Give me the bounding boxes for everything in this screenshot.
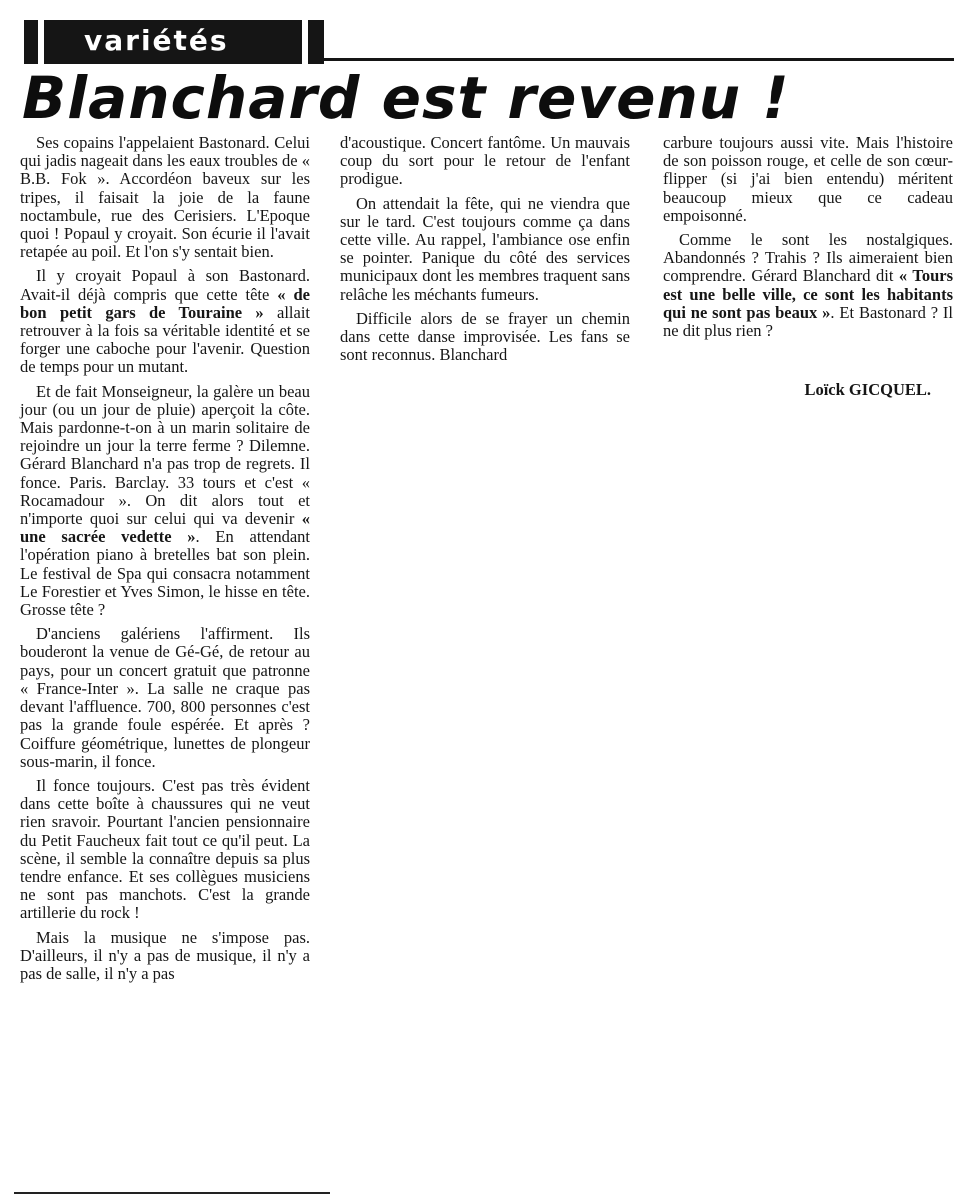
banner-divider-left bbox=[38, 20, 44, 64]
quote-bold: « une sacrée vedette » bbox=[20, 509, 310, 547]
author-signature: Loïck GICQUEL. bbox=[804, 380, 931, 399]
text-run: . Et Bastonard ? Il ne dit plus rien ? bbox=[663, 302, 954, 341]
quote-bold: « de bon petit gars de Touraine » bbox=[20, 284, 311, 322]
text-run: . En attendant l'opération piano à bretelles bat son plein. Le festival de Spa qui consacra notamment Le Forestier et Yves Simon, le hisse en tête. Grosse tête ? bbox=[20, 527, 310, 620]
paragraph: Mais la musique ne s'impose pas. D'ailleurs, il n'y a pas de musique, il n'y a pas de salle, il n'y a pas bbox=[20, 927, 310, 983]
article-column-1 bbox=[20, 134, 310, 989]
paragraph bbox=[20, 267, 310, 376]
article-column-2 bbox=[340, 134, 630, 370]
section-header bbox=[14, 14, 954, 62]
section-banner bbox=[24, 20, 324, 64]
paragraph: Difficile alors de se frayer un chemin dans cette danse improvisée. Les fans se sont reconnus. Blanchard bbox=[340, 308, 630, 365]
bottom-rule bbox=[14, 1192, 330, 1194]
paragraph: D'anciens galériens l'affirment. Ils bouderont la venue de Gé-Gé, de retour au pays, pour un concert gratuit que patronne « France-Inter ». La salle ne craque pas devant l'affluence. 700, 800 personnes c'est pas la grande foule espérée. Et après ? Coiffure géométrique, lunettes de plongeur sous-marin, il fonce. bbox=[20, 624, 310, 771]
paragraph bbox=[20, 383, 310, 620]
article-column-3 bbox=[663, 134, 953, 346]
paragraph: d'acoustique. Concert fantôme. Un mauvais coup du sort pour le retour de l'enfant prodigue. bbox=[340, 133, 630, 189]
text-run: Et de fait Monseigneur, la galère un beau jour (ou un jour de pluie) aperçoit la côte. Mais pardonne-t-on à un marin solitaire de rejoindre un jour la terre ferme ? Dilemne. Gérard Blanchard n'a pas trop de regrets. Il fonce. Paris. Barclay. 33 tours et c'est « Rocamadour ». On dit alors tout et n'importe quoi sur celui qui va devenir bbox=[20, 381, 310, 529]
section-label: variétés bbox=[84, 24, 229, 57]
text-run: allait retrouver à la fois sa véritable identité et se forger une caboche pour l'avenir. Question de temps pour un mutant. bbox=[20, 302, 310, 377]
text-run: Il y croyait Popaul à son Bastonard. Avait-il déjà compris que cette tête bbox=[20, 266, 310, 304]
quote-bold: « Tours est une belle ville, ce sont les habitants qui ne sont pas beaux » bbox=[663, 266, 953, 322]
headline: Blanchard est revenu ! bbox=[22, 64, 790, 132]
paragraph: Ses copains l'appelaient Bastonard. Celui qui jadis nageait dans les eaux troubles de « B.B. Fok ». Accordéon baveux sur les tripes, il faisait la joie de la faune noctambule, rue des Cerisiers. L'Epoque quoi ! Popaul y croyait. Son écurie il l'avait retapée au poil. Et l'on s'y sentait bien. bbox=[20, 133, 310, 262]
paragraph: carbure toujours aussi vite. Mais l'histoire de son poisson rouge, et celle de son cœur-flipper (si j'ai bien entendu) méritent beaucoup mieux que ce cadeau empoisonné. bbox=[663, 133, 953, 225]
paragraph: Il fonce toujours. C'est pas très évident dans cette boîte à chaussures qui ne veut rien sravoir. Pourtant l'ancien pensionnaire du Petit Faucheux fait tout ce qu'il peut. La scène, il semble la connaître depuis sa plus tendre enfance. Et ses collègues musiciens ne sont pas manchots. C'est la grande artillerie du rock ! bbox=[20, 775, 310, 923]
paragraph: On attendait la fête, qui ne viendra que sur le tard. C'est toujours comme ça dans cette ville. Au rappel, l'ambiance ose enfin se pointer. Panique du côté des services municipaux dont les membres traquent sans relâche les méchants fumeurs. bbox=[340, 193, 630, 304]
paragraph bbox=[663, 231, 953, 340]
header-rule bbox=[314, 58, 954, 61]
text-run: Comme le sont les nostalgiques. Abandonnés ? Trahis ? Ils aimeraient bien comprendre. Gérard Blanchard dit bbox=[663, 230, 953, 286]
banner-divider-right bbox=[302, 20, 308, 64]
